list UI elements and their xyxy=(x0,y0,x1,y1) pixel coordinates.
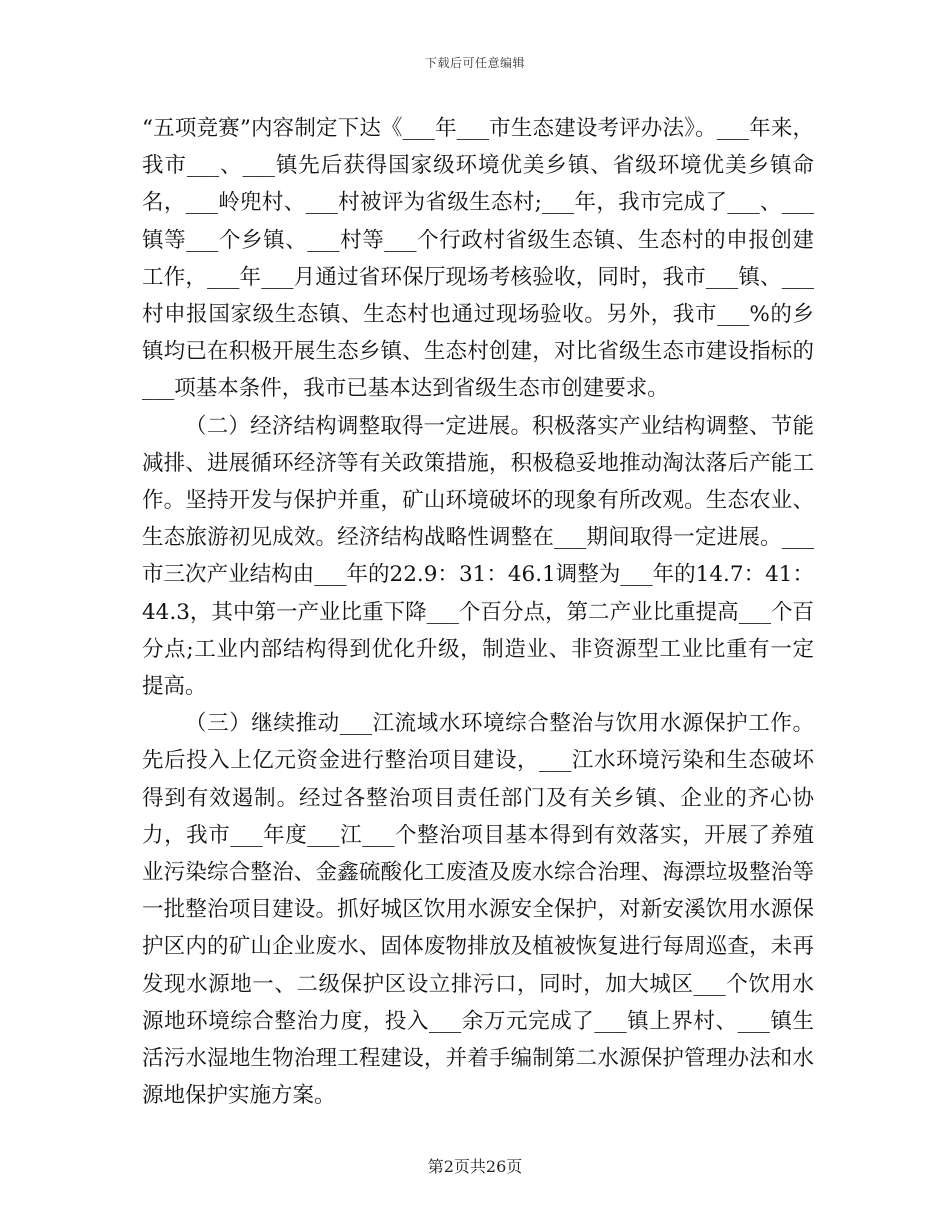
page-number-footer: 第2页共26页 xyxy=(427,1157,523,1176)
paragraph-water-environment: （三）继续推动___江流域水环境综合整治与饮用水源保护工作。先后投入上亿元资金进行整治项目建设，___江水环境污染和生态破坏得到有效遏制。经过各整治项目责任部门及有关乡镇、企业的齐心协力，我市___年度___江___个整治项目基本得到有效落实，开展了养殖业污染综合整治、金鑫硫酸化工废渣及废水综合治理、海漂垃圾整治等一批整治项目建设。抓好城区饮用水源安全保护，对新安溪饮用水源保护区内的矿山企业废水、固体废物排放及植被恢复进行每周巡查，未再发现水源地一、二级保护区设立排污口，同时，加大城区___个饮用水源地环境综合整治力度，投入___余万元完成了___镇上界村、___镇生活污水湿地生物治理工程建设，并着手编制第二水源保护管理办法和水源地保护实施方案。 xyxy=(142,711,814,1109)
document-body xyxy=(142,110,814,1114)
paragraph-continuation: “五项竞赛”内容制定下达《___年___市生态建设考评办法》。___年来，我市___、___镇先后获得国家级环境优美乡镇、省级环境优美乡镇命名，___岭兜村、___村被评为省级生态村;___年，我市完成了___、___镇等___个乡镇、___村等___个行政村省级生态镇、生态村的申报创建工作，___年___月通过省环保厅现场考核验收，同时，我市___镇、___村申报国家级生态镇、生态村也通过现场验收。另外，我市___%的乡镇均已在积极开展生态乡镇、生态村创建，对比省级生态市建设指标的___项基本条件，我市已基本达到省级生态市创建要求。 xyxy=(142,116,814,402)
page-header-note: 下载后可任意编辑 xyxy=(424,56,525,70)
paragraph-economic-structure: （二）经济结构调整取得一定进展。积极落实产业结构调整、节能减排、进展循环经济等有关政策措施，积极稳妥地推动淘汰落后产能工作。坚持开发与保护并重，矿山环境破坏的现象有所改观。生态农业、生态旅游初见成效。经济结构战略性调整在___期间取得一定进展。___市三次产业结构由___年的22.9：31：46.1调整为___年的14.7：41：44.3，其中第一产业比重下降___个百分点，第二产业比重提高___个百分点;工业内部结构得到优化升级，制造业、非资源型工业比重有一定提高。 xyxy=(142,413,814,700)
